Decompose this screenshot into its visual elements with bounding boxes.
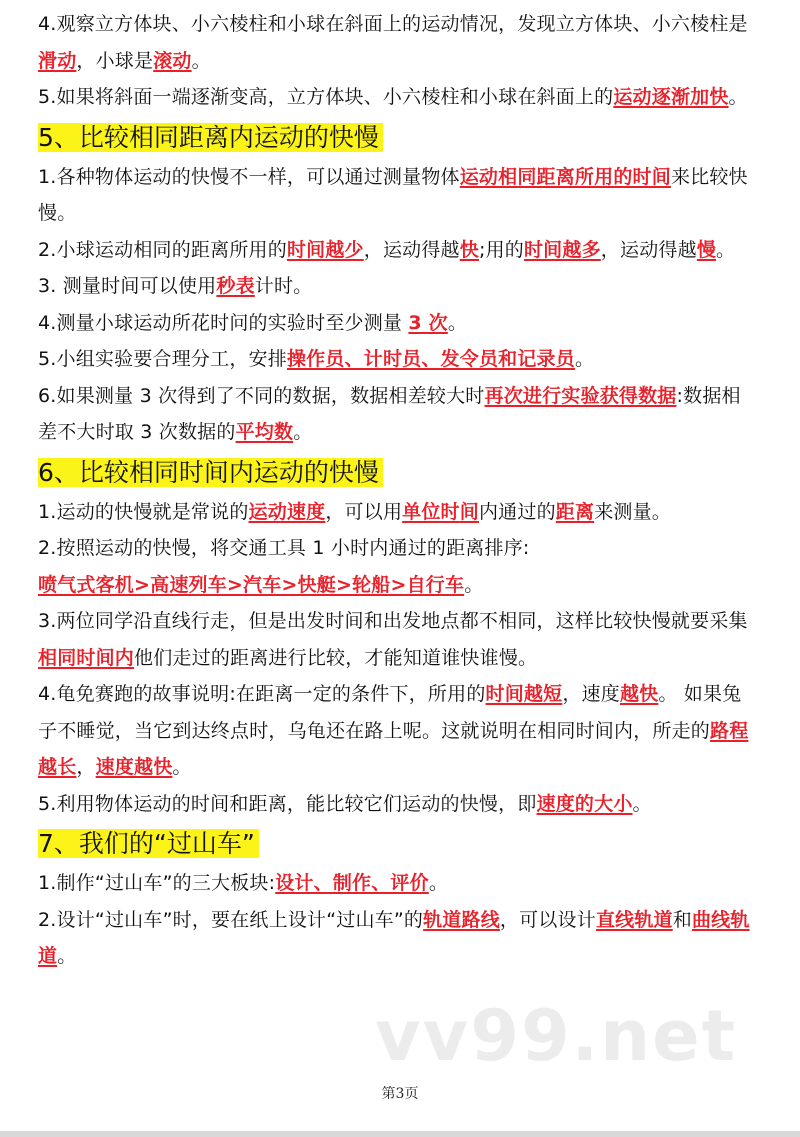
text-run: 他们走过的距离进行比较，才能知道谁快谁慢。: [134, 646, 538, 669]
key-term: 操作员、计时员、发令员和记录员: [286, 348, 575, 370]
page-number: 第3页: [381, 1086, 419, 1102]
paragraph: [38, 494, 758, 531]
text-run: 。: [428, 872, 449, 894]
text-run: ，: [76, 756, 96, 778]
text-run: 2.小球运动相同的距离所用的: [38, 238, 287, 261]
text-run: 3.两位同学沿直线行走，但是出发时间和出发地点都不相同，这样比较快慢就要采集: [38, 610, 748, 632]
paragraph: [38, 159, 758, 232]
text-run: 4.龟免赛跑的故事说明:在距离一定的条件下，所用的: [38, 683, 486, 705]
key-term: 运动速度: [248, 500, 326, 523]
text-run: :数据相差不大时取 3 次数据的: [38, 384, 741, 443]
key-term: 运动逐渐加快: [613, 86, 729, 108]
text-run: ，速度: [562, 683, 620, 705]
key-term: 相同时间内: [38, 646, 135, 669]
bottom-edge: [0, 1131, 800, 1137]
text-run: ，运动得越: [363, 238, 460, 261]
section-heading: [38, 825, 758, 863]
paragraph: [38, 865, 758, 902]
key-term: 单位时间: [402, 500, 479, 523]
paragraph: [38, 603, 758, 676]
key-term: 时间越短: [485, 683, 563, 705]
paragraph: [38, 232, 758, 269]
key-term: 速度越快: [95, 756, 173, 778]
key-term: 喷气式客机>高速列车>汽车>快艇>轮船>自行车: [38, 573, 465, 596]
text-run: 来比较快慢。: [38, 165, 748, 224]
text-run: 4.测量小球运动所花时问的实验时至少测量: [38, 311, 409, 334]
text-run: 。: [464, 573, 484, 596]
text-run: 。: [191, 49, 211, 72]
paragraph: [38, 268, 758, 305]
text-run: 6.如果测量 3 次得到了不同的数据，数据相差较大时: [38, 384, 485, 407]
key-term: 慢: [696, 238, 717, 261]
section-heading: [38, 454, 758, 492]
text-run: 1.制作“过山车”的三大板块:: [38, 872, 276, 894]
text-run: 计时。: [254, 275, 313, 297]
paragraph: [38, 378, 758, 451]
text-run: 3. 测量时间可以使用: [38, 275, 217, 297]
text-run: 2.按照运动的快慢，将交通工具 1 小时内通过的距离排序:: [38, 537, 530, 559]
key-term: 速度的大小: [536, 792, 633, 815]
key-term: 运动相同距离所用的时间: [459, 165, 671, 188]
text-run: 内通过的: [478, 500, 556, 523]
key-term: 再次进行实验获得数据: [484, 384, 677, 407]
paragraph: [38, 567, 758, 604]
key-term: 曲线轨道: [38, 908, 750, 967]
text-run: 来测量。: [594, 500, 671, 523]
text-run: ;用的: [478, 238, 524, 261]
text-run: 。: [574, 348, 595, 370]
key-term: 快: [459, 238, 479, 261]
text-run: 和: [672, 908, 692, 931]
text-run: 。: [57, 945, 77, 967]
paragraph: [38, 79, 758, 116]
section-heading-text: 5、比较相同距离内运动的快慢: [38, 123, 383, 152]
key-term: 路程越长: [38, 719, 749, 778]
paragraph: [38, 786, 758, 823]
paragraph: [38, 530, 758, 567]
key-term: 3 次: [408, 311, 448, 334]
paragraph: [38, 6, 758, 79]
text-run: ，运动得越: [600, 238, 697, 261]
text-run: 1.运动的快慢就是常说的: [38, 500, 249, 523]
key-term: 平均数: [235, 421, 294, 443]
key-term: 时间越少: [286, 238, 364, 261]
text-run: 。: [716, 238, 736, 261]
text-run: ，小球是: [76, 49, 154, 72]
key-term: 设计、制作、评价: [275, 872, 429, 894]
key-term: 距离: [555, 500, 595, 523]
document-body: [38, 6, 758, 975]
section-heading: [38, 119, 758, 157]
key-term: 直线轨道: [595, 908, 673, 931]
key-term: 滚动: [153, 49, 192, 72]
text-run: 5.小组实验要合理分工，安排: [38, 348, 287, 370]
section-heading-text: 7、我们的“过山车”: [38, 829, 259, 858]
watermark: vv99.net: [375, 995, 738, 1077]
section-heading-text: 6、比较相同时间内运动的快慢: [38, 458, 383, 487]
text-run: 。: [293, 421, 313, 443]
text-run: 。: [632, 792, 652, 815]
text-run: 5.如果将斜面一端逐渐变高，立方体块、小六棱柱和小球在斜面上的: [38, 86, 614, 108]
text-run: 。 如果兔子不睡觉，当它到达终点时，乌龟还在路上呢。这就说明在相同时间内，所走的: [38, 683, 742, 742]
key-term: 轨道路线: [423, 908, 500, 931]
key-term: 时间越多: [523, 238, 601, 261]
text-run: 。: [728, 86, 748, 108]
key-term: 秒表: [216, 275, 255, 297]
paragraph: [38, 305, 758, 342]
text-run: 5.利用物体运动的时间和距离，能比较它们运动的快慢，即: [38, 792, 537, 815]
key-term: 滑动: [38, 49, 77, 72]
text-run: 4.观察立方体块、小六棱柱和小球在斜面上的运动情况，发现立方体块、小六棱柱是: [38, 13, 748, 35]
paragraph: [38, 341, 758, 378]
text-run: 1.各种物体运动的快慢不一样，可以通过测量物体: [38, 165, 460, 188]
text-run: 。: [447, 311, 468, 334]
paragraph: [38, 902, 758, 975]
text-run: ，可以设计: [499, 908, 596, 931]
paragraph: [38, 676, 758, 786]
text-run: 2.设计“过山车”时，要在纸上设计“过山车”的: [38, 908, 424, 931]
text-run: 。: [172, 756, 192, 778]
text-run: ，可以用: [325, 500, 403, 523]
key-term: 越快: [619, 683, 659, 705]
